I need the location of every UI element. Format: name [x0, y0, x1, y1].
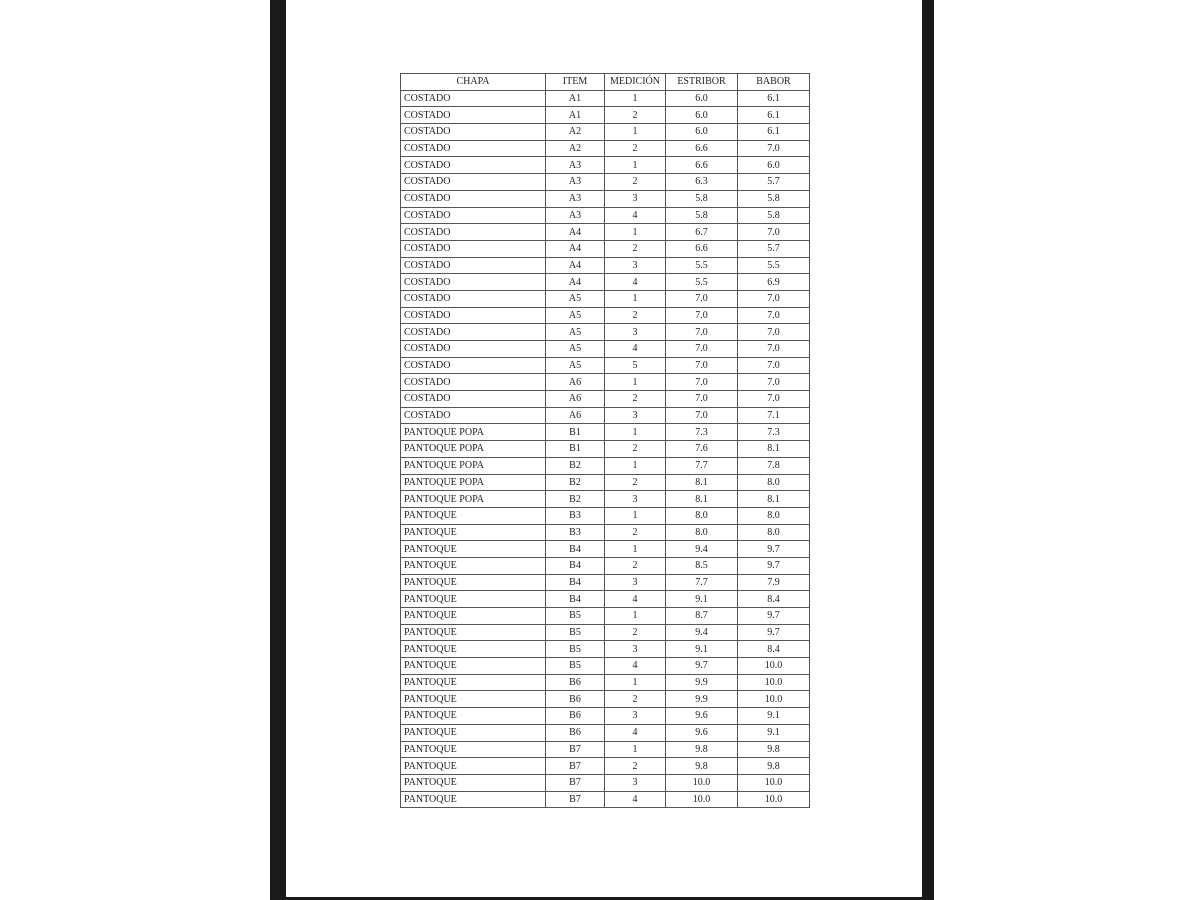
cell-item: A6 [546, 391, 605, 408]
table-row [401, 357, 810, 374]
cell-item: A3 [546, 207, 605, 224]
table-row [401, 624, 810, 641]
cell-babor: 9.7 [738, 608, 810, 625]
cell-babor: 9.8 [738, 741, 810, 758]
cell-medicion: 4 [605, 658, 666, 675]
table-row [401, 441, 810, 458]
header-babor: BABOR [738, 74, 810, 91]
cell-estribor: 6.6 [666, 140, 738, 157]
cell-estribor: 8.1 [666, 491, 738, 508]
cell-babor: 8.0 [738, 524, 810, 541]
cell-medicion: 4 [605, 791, 666, 808]
cell-item: A1 [546, 107, 605, 124]
cell-item: A4 [546, 274, 605, 291]
table-header [401, 74, 810, 91]
table-row [401, 524, 810, 541]
cell-estribor: 7.0 [666, 324, 738, 341]
cell-chapa: COSTADO [401, 207, 546, 224]
cell-medicion: 1 [605, 741, 666, 758]
cell-item: B4 [546, 557, 605, 574]
cell-item: B6 [546, 691, 605, 708]
cell-item: A2 [546, 140, 605, 157]
header-estribor: ESTRIBOR [666, 74, 738, 91]
header-medicion: MEDICIÓN [605, 74, 666, 91]
cell-babor: 10.0 [738, 774, 810, 791]
cell-chapa: COSTADO [401, 107, 546, 124]
table-row [401, 691, 810, 708]
table-row [401, 391, 810, 408]
cell-estribor: 9.1 [666, 591, 738, 608]
cell-item: A5 [546, 341, 605, 358]
cell-medicion: 1 [605, 290, 666, 307]
cell-chapa: COSTADO [401, 124, 546, 141]
cell-chapa: COSTADO [401, 157, 546, 174]
cell-estribor: 9.6 [666, 708, 738, 725]
table-row [401, 758, 810, 775]
table-row [401, 507, 810, 524]
cell-item: B4 [546, 574, 605, 591]
cell-chapa: COSTADO [401, 307, 546, 324]
cell-babor: 7.1 [738, 407, 810, 424]
cell-babor: 7.0 [738, 290, 810, 307]
cell-chapa: PANTOQUE POPA [401, 441, 546, 458]
cell-medicion: 1 [605, 457, 666, 474]
table-row [401, 457, 810, 474]
cell-item: A4 [546, 240, 605, 257]
cell-chapa: COSTADO [401, 224, 546, 241]
cell-babor: 10.0 [738, 691, 810, 708]
cell-estribor: 9.9 [666, 674, 738, 691]
cell-medicion: 1 [605, 157, 666, 174]
table-row [401, 424, 810, 441]
cell-babor: 6.0 [738, 157, 810, 174]
cell-chapa: PANTOQUE [401, 791, 546, 808]
cell-estribor: 7.0 [666, 290, 738, 307]
table-row [401, 491, 810, 508]
cell-estribor: 9.8 [666, 741, 738, 758]
cell-chapa: PANTOQUE [401, 574, 546, 591]
cell-item: A6 [546, 374, 605, 391]
cell-babor: 5.8 [738, 207, 810, 224]
cell-estribor: 6.7 [666, 224, 738, 241]
cell-medicion: 2 [605, 758, 666, 775]
table-row [401, 324, 810, 341]
cell-babor: 7.0 [738, 341, 810, 358]
cell-medicion: 4 [605, 591, 666, 608]
cell-item: B3 [546, 524, 605, 541]
cell-babor: 9.8 [738, 758, 810, 775]
cell-item: A3 [546, 190, 605, 207]
cell-chapa: PANTOQUE POPA [401, 457, 546, 474]
cell-babor: 7.0 [738, 224, 810, 241]
cell-chapa: PANTOQUE [401, 541, 546, 558]
table-row [401, 257, 810, 274]
cell-chapa: COSTADO [401, 324, 546, 341]
cell-medicion: 2 [605, 691, 666, 708]
cell-medicion: 2 [605, 391, 666, 408]
cell-chapa: COSTADO [401, 240, 546, 257]
cell-chapa: COSTADO [401, 391, 546, 408]
table-row [401, 674, 810, 691]
cell-chapa: PANTOQUE [401, 557, 546, 574]
cell-item: A5 [546, 357, 605, 374]
cell-babor: 9.7 [738, 541, 810, 558]
cell-medicion: 3 [605, 324, 666, 341]
table-row [401, 107, 810, 124]
header-row [401, 74, 810, 91]
table-row [401, 591, 810, 608]
cell-estribor: 8.0 [666, 507, 738, 524]
cell-medicion: 3 [605, 407, 666, 424]
cell-estribor: 8.1 [666, 474, 738, 491]
cell-chapa: COSTADO [401, 341, 546, 358]
cell-babor: 8.0 [738, 474, 810, 491]
table-row [401, 341, 810, 358]
cell-medicion: 1 [605, 124, 666, 141]
cell-medicion: 2 [605, 174, 666, 191]
measurements-table [400, 73, 810, 808]
cell-babor: 9.7 [738, 557, 810, 574]
table-row [401, 774, 810, 791]
cell-medicion: 1 [605, 608, 666, 625]
cell-chapa: PANTOQUE [401, 658, 546, 675]
cell-babor: 6.1 [738, 90, 810, 107]
table-row [401, 557, 810, 574]
cell-medicion: 2 [605, 140, 666, 157]
cell-babor: 7.0 [738, 140, 810, 157]
cell-estribor: 8.0 [666, 524, 738, 541]
table-row [401, 741, 810, 758]
cell-babor: 5.7 [738, 174, 810, 191]
cell-babor: 8.1 [738, 491, 810, 508]
cell-estribor: 5.5 [666, 257, 738, 274]
cell-estribor: 5.8 [666, 190, 738, 207]
cell-medicion: 4 [605, 274, 666, 291]
cell-medicion: 4 [605, 341, 666, 358]
cell-medicion: 2 [605, 524, 666, 541]
cell-item: A6 [546, 407, 605, 424]
cell-estribor: 9.1 [666, 641, 738, 658]
cell-chapa: PANTOQUE [401, 724, 546, 741]
header-item: ITEM [546, 74, 605, 91]
cell-item: B7 [546, 791, 605, 808]
cell-medicion: 3 [605, 574, 666, 591]
cell-estribor: 7.0 [666, 407, 738, 424]
cell-estribor: 6.0 [666, 107, 738, 124]
cell-chapa: PANTOQUE [401, 708, 546, 725]
cell-babor: 5.5 [738, 257, 810, 274]
cell-item: B7 [546, 758, 605, 775]
cell-estribor: 9.8 [666, 758, 738, 775]
cell-item: B6 [546, 674, 605, 691]
cell-estribor: 7.6 [666, 441, 738, 458]
cell-item: B2 [546, 474, 605, 491]
cell-item: A3 [546, 157, 605, 174]
document-page [286, 0, 922, 897]
cell-item: A5 [546, 324, 605, 341]
table-row [401, 224, 810, 241]
cell-chapa: PANTOQUE [401, 774, 546, 791]
table-row [401, 240, 810, 257]
cell-item: B1 [546, 424, 605, 441]
cell-chapa: PANTOQUE [401, 507, 546, 524]
cell-babor: 6.9 [738, 274, 810, 291]
cell-babor: 8.0 [738, 507, 810, 524]
cell-chapa: COSTADO [401, 257, 546, 274]
cell-babor: 7.3 [738, 424, 810, 441]
cell-medicion: 2 [605, 240, 666, 257]
cell-chapa: COSTADO [401, 374, 546, 391]
cell-estribor: 6.0 [666, 90, 738, 107]
cell-medicion: 1 [605, 424, 666, 441]
cell-medicion: 3 [605, 708, 666, 725]
cell-chapa: PANTOQUE [401, 608, 546, 625]
cell-chapa: PANTOQUE POPA [401, 474, 546, 491]
cell-estribor: 7.0 [666, 307, 738, 324]
cell-estribor: 6.6 [666, 157, 738, 174]
cell-item: A3 [546, 174, 605, 191]
cell-babor: 8.1 [738, 441, 810, 458]
cell-medicion: 1 [605, 674, 666, 691]
table-row [401, 274, 810, 291]
cell-item: B2 [546, 457, 605, 474]
cell-babor: 7.0 [738, 357, 810, 374]
table-row [401, 374, 810, 391]
table-row [401, 658, 810, 675]
cell-estribor: 5.5 [666, 274, 738, 291]
cell-estribor: 6.6 [666, 240, 738, 257]
cell-babor: 7.9 [738, 574, 810, 591]
cell-medicion: 2 [605, 474, 666, 491]
cell-item: A2 [546, 124, 605, 141]
table-row [401, 791, 810, 808]
cell-item: B5 [546, 608, 605, 625]
cell-estribor: 10.0 [666, 791, 738, 808]
table-row [401, 641, 810, 658]
cell-chapa: PANTOQUE [401, 674, 546, 691]
cell-medicion: 3 [605, 491, 666, 508]
cell-item: B5 [546, 624, 605, 641]
cell-babor: 7.0 [738, 391, 810, 408]
cell-babor: 10.0 [738, 658, 810, 675]
cell-medicion: 2 [605, 107, 666, 124]
cell-medicion: 1 [605, 374, 666, 391]
header-chapa: CHAPA [401, 74, 546, 91]
cell-estribor: 9.4 [666, 624, 738, 641]
cell-babor: 9.1 [738, 708, 810, 725]
cell-estribor: 7.0 [666, 341, 738, 358]
table-row [401, 608, 810, 625]
cell-item: B5 [546, 658, 605, 675]
cell-estribor: 9.7 [666, 658, 738, 675]
cell-chapa: PANTOQUE [401, 624, 546, 641]
cell-item: B4 [546, 541, 605, 558]
cell-babor: 9.7 [738, 624, 810, 641]
cell-chapa: COSTADO [401, 407, 546, 424]
cell-babor: 7.0 [738, 307, 810, 324]
cell-chapa: PANTOQUE [401, 524, 546, 541]
cell-chapa: PANTOQUE POPA [401, 424, 546, 441]
cell-item: B2 [546, 491, 605, 508]
cell-estribor: 7.0 [666, 374, 738, 391]
cell-item: A5 [546, 290, 605, 307]
cell-chapa: COSTADO [401, 90, 546, 107]
cell-item: B7 [546, 741, 605, 758]
cell-medicion: 4 [605, 724, 666, 741]
cell-chapa: PANTOQUE [401, 758, 546, 775]
cell-estribor: 7.3 [666, 424, 738, 441]
cell-estribor: 9.4 [666, 541, 738, 558]
cell-estribor: 6.0 [666, 124, 738, 141]
table-row [401, 474, 810, 491]
cell-babor: 10.0 [738, 674, 810, 691]
table-row [401, 140, 810, 157]
cell-estribor: 5.8 [666, 207, 738, 224]
table-row [401, 307, 810, 324]
table-row [401, 124, 810, 141]
cell-item: B6 [546, 708, 605, 725]
cell-babor: 10.0 [738, 791, 810, 808]
cell-chapa: PANTOQUE POPA [401, 491, 546, 508]
cell-medicion: 2 [605, 557, 666, 574]
cell-chapa: COSTADO [401, 190, 546, 207]
cell-chapa: COSTADO [401, 140, 546, 157]
cell-chapa: COSTADO [401, 174, 546, 191]
cell-babor: 7.0 [738, 324, 810, 341]
table-row [401, 708, 810, 725]
cell-medicion: 2 [605, 307, 666, 324]
cell-babor: 7.0 [738, 374, 810, 391]
cell-item: B1 [546, 441, 605, 458]
cell-babor: 8.4 [738, 591, 810, 608]
cell-estribor: 7.0 [666, 391, 738, 408]
cell-babor: 6.1 [738, 107, 810, 124]
cell-medicion: 1 [605, 90, 666, 107]
cell-chapa: PANTOQUE [401, 691, 546, 708]
cell-babor: 7.8 [738, 457, 810, 474]
table-row [401, 407, 810, 424]
cell-chapa: COSTADO [401, 357, 546, 374]
cell-estribor: 7.7 [666, 574, 738, 591]
cell-estribor: 8.7 [666, 608, 738, 625]
cell-item: A4 [546, 224, 605, 241]
viewer-frame-left [270, 0, 286, 900]
cell-babor: 5.8 [738, 190, 810, 207]
table-row [401, 290, 810, 307]
cell-item: B4 [546, 591, 605, 608]
table-row [401, 190, 810, 207]
viewer-frame-right [922, 0, 934, 900]
cell-chapa: PANTOQUE [401, 741, 546, 758]
cell-chapa: PANTOQUE [401, 591, 546, 608]
cell-medicion: 5 [605, 357, 666, 374]
cell-estribor: 10.0 [666, 774, 738, 791]
cell-babor: 6.1 [738, 124, 810, 141]
table-row [401, 207, 810, 224]
cell-estribor: 7.0 [666, 357, 738, 374]
cell-item: A4 [546, 257, 605, 274]
cell-estribor: 8.5 [666, 557, 738, 574]
table-row [401, 157, 810, 174]
cell-medicion: 3 [605, 257, 666, 274]
cell-medicion: 3 [605, 774, 666, 791]
cell-item: B6 [546, 724, 605, 741]
cell-item: A5 [546, 307, 605, 324]
cell-babor: 9.1 [738, 724, 810, 741]
cell-medicion: 2 [605, 624, 666, 641]
cell-estribor: 9.6 [666, 724, 738, 741]
cell-medicion: 1 [605, 224, 666, 241]
cell-chapa: PANTOQUE [401, 641, 546, 658]
cell-chapa: COSTADO [401, 290, 546, 307]
cell-medicion: 3 [605, 190, 666, 207]
cell-item: B7 [546, 774, 605, 791]
cell-medicion: 1 [605, 507, 666, 524]
cell-medicion: 2 [605, 441, 666, 458]
cell-chapa: COSTADO [401, 274, 546, 291]
table-row [401, 174, 810, 191]
cell-item: B3 [546, 507, 605, 524]
table-body [401, 90, 810, 808]
table-row [401, 90, 810, 107]
cell-medicion: 1 [605, 541, 666, 558]
table-row [401, 574, 810, 591]
cell-item: B5 [546, 641, 605, 658]
cell-medicion: 3 [605, 641, 666, 658]
cell-estribor: 7.7 [666, 457, 738, 474]
cell-item: A1 [546, 90, 605, 107]
table-row [401, 541, 810, 558]
cell-babor: 5.7 [738, 240, 810, 257]
cell-estribor: 9.9 [666, 691, 738, 708]
cell-babor: 8.4 [738, 641, 810, 658]
table-row [401, 724, 810, 741]
cell-medicion: 4 [605, 207, 666, 224]
cell-estribor: 6.3 [666, 174, 738, 191]
